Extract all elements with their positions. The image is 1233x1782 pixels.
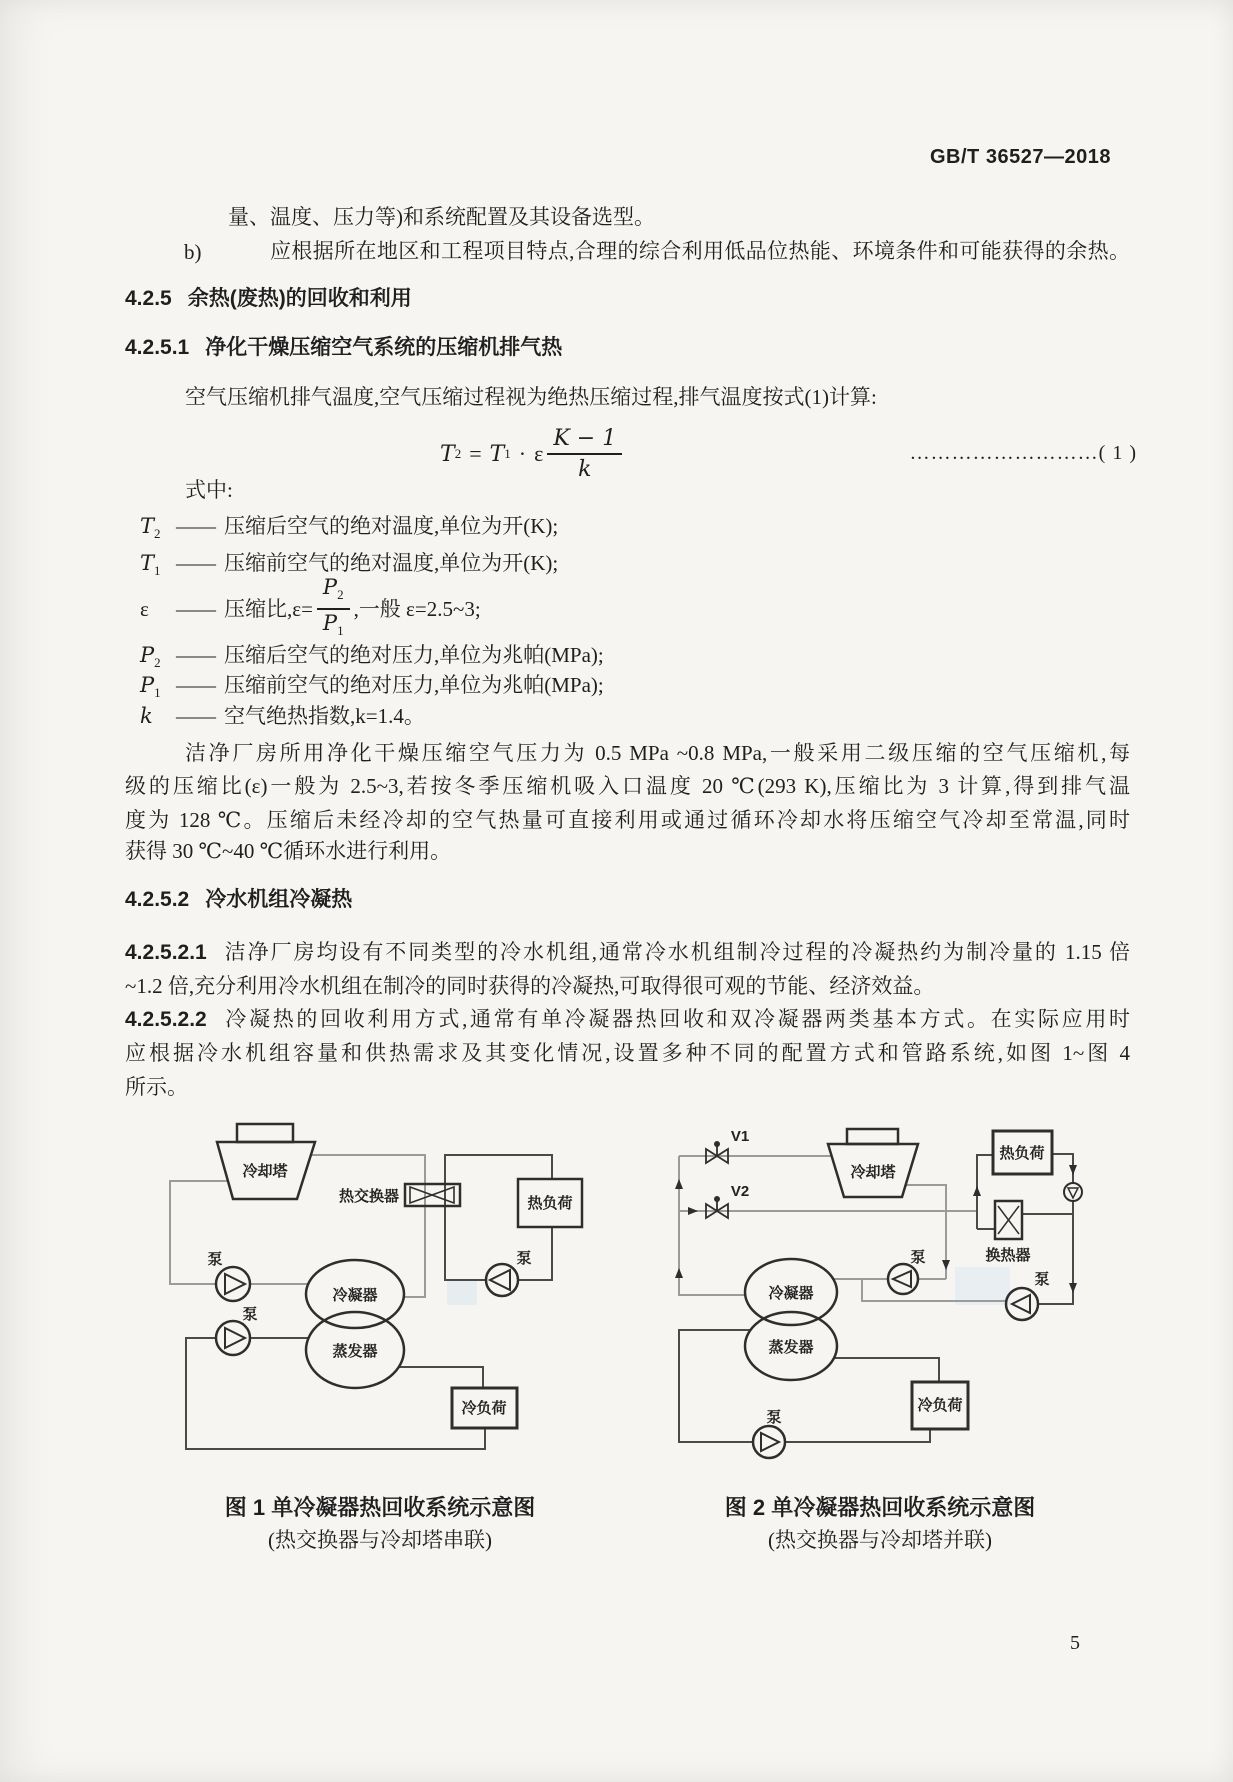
evaporator-label: 蒸发器	[332, 1343, 378, 1360]
list-item-b-text: 应根据所在地区和工程项目特点,合理的综合利用低品位热能、环境条件和可能获得的余热。	[270, 239, 1130, 263]
section-number: 4.2.5	[125, 287, 172, 310]
clause-number: 4.2.5.2.1	[125, 941, 207, 964]
condenser	[306, 1260, 404, 1328]
evaporator-label: 蒸发器	[768, 1339, 814, 1356]
epsilon-symbol: ε	[534, 441, 544, 466]
down-arrow	[1069, 1165, 1077, 1175]
clause-4-2-5-2-2-line2: 应根据冷水机组容量和供热需求及其变化情况,设置多种不同的配置方式和管路系统,如图 1~图 4	[125, 1041, 1130, 1065]
body-paragraph-line: 级的压缩比(ε)一般为 2.5~3,若按冬季压缩机吸入口温度 20 ℃(293 K),压缩比为 3 计算,得到排气温	[125, 774, 1130, 798]
heat-exchanger	[339, 1184, 460, 1206]
figure1-diagram	[150, 1112, 610, 1462]
pump-chilled-water	[216, 1305, 258, 1355]
down-arrow	[1069, 1283, 1077, 1293]
condenser	[745, 1259, 837, 1325]
section-number: 4.2.5.2	[125, 888, 190, 911]
cooling-load-label: 冷负荷	[917, 1397, 963, 1414]
pump-label: 泵	[1034, 1271, 1050, 1288]
definition-t1: $T_1$ —— 压缩前空气的绝对温度,单位为开(K);	[140, 551, 559, 579]
cooling-tower-cap	[237, 1124, 293, 1142]
pump-chilled-water	[753, 1408, 785, 1458]
section-title: 余热(废热)的回收和利用	[187, 287, 412, 310]
heat-load-label: 热负荷	[527, 1195, 573, 1212]
formula-t2-sub: 2	[454, 446, 462, 461]
valve-v2-label: V2	[730, 1183, 750, 1200]
section-4-2-5-2-heading	[125, 889, 352, 911]
equals-sign: =	[469, 441, 482, 466]
evaporator	[745, 1312, 837, 1380]
cooling-tower-label: 冷却塔	[242, 1163, 288, 1180]
heat-load	[993, 1131, 1052, 1174]
cooling-tower	[217, 1124, 315, 1199]
formula-t2: T	[440, 441, 455, 467]
fraction-numerator: K − 1	[547, 426, 622, 455]
formula-t1: T	[489, 441, 505, 467]
carryover-line: 量、温度、压力等)和系统配置及其设备选型。	[228, 205, 655, 229]
body-paragraph-line: 洁净厂房所用净化干燥压缩空气压力为 0.5 MPa ~0.8 MPa,一般采用二级压缩的空气压缩机,每	[185, 741, 1130, 765]
clause-4-2-5-2-1-line2: ~1.2 倍,充分利用冷水机组在制冷的同时获得的冷凝热,可取得很可观的节能、经济效益。	[125, 974, 935, 998]
cooling-tower-cap	[847, 1129, 898, 1144]
equation-number: ( 1 )	[1098, 442, 1137, 464]
figure1-caption: 图 1 单冷凝器热回收系统示意图	[224, 1495, 536, 1520]
valve-v2	[706, 1183, 749, 1218]
definition-epsilon: ε —— 压缩比,ε= $\frac{P_2}{P_1}$ ,一般 ε=2.5~3;	[140, 585, 481, 633]
section-number: 4.2.5.1	[125, 336, 190, 359]
evaporator	[306, 1312, 404, 1388]
pump-label: 泵	[516, 1250, 532, 1267]
cooling-load	[912, 1382, 968, 1429]
valve-handle	[714, 1196, 720, 1202]
definition-p1: $P_1$ —— 压缩前空气的绝对压力,单位为兆帕(MPa);	[140, 673, 604, 701]
up-arrow	[973, 1186, 981, 1196]
body-paragraph-line: 获得 30 ℃~40 ℃循环水进行利用。	[125, 839, 452, 863]
clause-number: 4.2.5.2.2	[125, 1008, 207, 1031]
pump-label: 泵	[910, 1249, 926, 1266]
scan-artifact	[955, 1267, 1010, 1305]
equation-1	[440, 426, 626, 482]
clause-4-2-5-2-2-line3: 所示。	[125, 1075, 188, 1099]
pump-heat-load	[486, 1249, 532, 1296]
figure2-caption: 图 2 单冷凝器热回收系统示意图	[724, 1495, 1036, 1520]
definition-p2: $P_2$ —— 压缩后空气的绝对压力,单位为兆帕(MPa);	[140, 643, 604, 671]
where-label: 式中:	[185, 478, 233, 502]
pump-label: 泵	[766, 1409, 782, 1426]
list-item-b-marker: b)	[184, 240, 202, 264]
heat-exchanger-label: 换热器	[985, 1247, 1031, 1264]
section-title: 净化干燥压缩空气系统的压缩机排气热	[205, 336, 563, 359]
section-4-2-5-1-heading	[125, 337, 562, 359]
cooling-load-label: 冷负荷	[461, 1400, 507, 1417]
scan-artifact	[447, 1279, 477, 1305]
paragraph-formula-intro: 空气压缩机排气温度,空气压缩过程视为绝热压缩过程,排气温度按式(1)计算:	[185, 385, 877, 409]
clause-4-2-5-2-1-line1: 4.2.5.2.1 洁净厂房均设有不同类型的冷水机组,通常冷水机组制冷过程的冷凝热约为制冷量的 1.15 倍	[125, 940, 1130, 964]
right-arrow	[688, 1207, 698, 1215]
formula-t1-sub: 1	[504, 446, 511, 461]
body-paragraph-line: 度为 128 ℃。压缩后未经冷却的空气热量可直接利用或通过循环冷却水将压缩空气冷却至常温,同时	[125, 808, 1130, 832]
heat-load	[518, 1179, 582, 1227]
heat-load-pipes	[445, 1155, 552, 1280]
tower-condenser-pipes	[170, 1155, 425, 1297]
heat-exchanger-label: 热交换器	[338, 1188, 399, 1205]
page-number: 5	[1070, 1632, 1080, 1654]
pressure-ratio-fraction: $\frac{P_2}{P_1}$	[317, 576, 350, 642]
standard-number: GB/T 36527—2018	[930, 146, 1111, 168]
section-4-2-5-heading	[125, 288, 412, 310]
definition-t2: $T_2$ —— 压缩后空气的绝对温度,单位为开(K);	[140, 514, 559, 542]
figure1-subcaption: (热交换器与冷却塔串联)	[268, 1528, 492, 1552]
cooling-load	[452, 1388, 517, 1428]
condenser-label: 冷凝器	[332, 1287, 378, 1304]
pump-label: 泵	[242, 1306, 258, 1323]
figure2-subcaption: (热交换器与冷却塔并联)	[768, 1528, 992, 1552]
definition-k: k —— 空气绝热指数,k=1.4。	[140, 704, 425, 728]
section-title: 冷水机组冷凝热	[205, 888, 353, 911]
valve-handle	[714, 1141, 720, 1147]
up-arrow	[675, 1268, 683, 1278]
equation-leader	[845, 442, 1137, 465]
pump-tower	[207, 1250, 250, 1301]
valve-v1-label: V1	[730, 1128, 750, 1145]
heat-exchanger	[985, 1201, 1030, 1264]
cooling-tower-label: 冷却塔	[850, 1164, 896, 1181]
pump-small	[1064, 1183, 1082, 1201]
heat-load-label: 热负荷	[999, 1145, 1045, 1162]
figure2-diagram	[650, 1112, 1110, 1472]
leader-dots: ………………………	[909, 442, 1099, 464]
exponent-fraction	[547, 426, 622, 482]
pump-label: 泵	[207, 1251, 223, 1268]
pump-tower	[888, 1248, 926, 1294]
heat-exchanger-glyph	[432, 1187, 454, 1203]
clause-4-2-5-2-2-line1: 4.2.5.2.2 冷凝热的回收利用方式,通常有单冷凝器热回收和双冷凝器两类基本方式。在实际应用时	[125, 1007, 1130, 1031]
cooling-tower	[828, 1129, 918, 1197]
down-arrow	[942, 1260, 950, 1270]
condenser-label: 冷凝器	[768, 1285, 814, 1302]
fraction-denominator: k	[578, 457, 592, 482]
heat-exchanger-glyph	[410, 1187, 432, 1203]
pump-heat-recovery	[1006, 1270, 1050, 1320]
up-arrow	[675, 1179, 683, 1189]
dot-operator: ·	[518, 441, 527, 466]
valve-v1	[706, 1128, 749, 1163]
